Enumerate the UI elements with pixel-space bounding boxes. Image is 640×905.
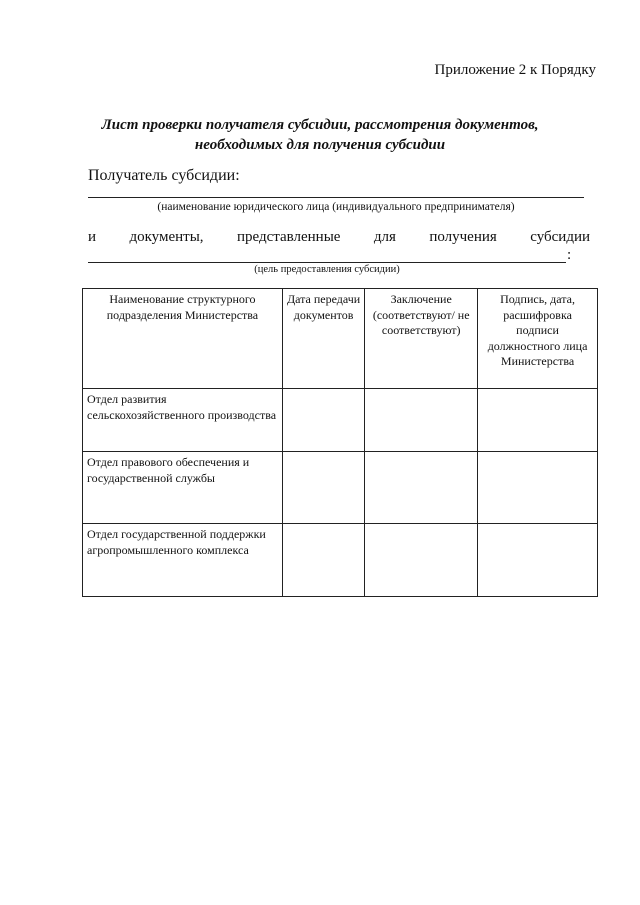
- purpose-colon: :: [567, 247, 572, 263]
- header-signature: Подпись, дата, расшифровка подписи должностного лица Министерства: [478, 289, 598, 389]
- recipient-name-line: [88, 197, 584, 198]
- table-row: [83, 452, 598, 524]
- signature-cell: [478, 389, 598, 452]
- department-cell: Отдел государственной поддержки агропромышленного комплекса: [83, 524, 283, 597]
- conclusion-cell: [365, 389, 478, 452]
- entity-name-caption: (наименование юридического лица (индивидуального предпринимателя): [157, 201, 515, 213]
- department-cell: Отдел развития сельскохозяйственного производства: [83, 389, 283, 452]
- date-cell: [282, 389, 364, 452]
- table-row: [83, 524, 598, 597]
- date-cell: [282, 524, 364, 597]
- header-date: Дата передачи документов: [282, 289, 364, 389]
- title-line-1: Лист проверки получателя субсидии, рассмотрения документов,: [101, 117, 539, 133]
- purpose-caption: (цель предоставления субсидии): [254, 264, 400, 275]
- documents-word-5: получения: [429, 229, 497, 245]
- table-header-row: [83, 289, 598, 389]
- signature-cell: [478, 524, 598, 597]
- verification-table: [82, 288, 598, 597]
- title-line-2: необходимых для получения субсидии: [194, 137, 446, 153]
- documents-word-6: субсидии: [530, 229, 590, 245]
- recipient-label: Получатель субсидии:: [88, 167, 240, 184]
- purpose-line: [88, 262, 566, 263]
- documents-word-3: представленные: [236, 229, 341, 245]
- header-conclusion: Заключение (соответствуют/ не соответствуют): [365, 289, 478, 389]
- conclusion-cell: [365, 524, 478, 597]
- header-department: Наименование структурного подразделения Министерства: [83, 289, 283, 389]
- conclusion-cell: [365, 452, 478, 524]
- department-cell: Отдел правового обеспечения и государственной службы: [83, 452, 283, 524]
- signature-cell: [478, 452, 598, 524]
- documents-statement: [88, 229, 590, 246]
- appendix-reference: Приложение 2 к Порядку: [434, 62, 596, 78]
- documents-word-1: и: [88, 229, 97, 245]
- documents-word-2: документы,: [129, 229, 204, 245]
- date-cell: [282, 452, 364, 524]
- table-row: [83, 389, 598, 452]
- documents-word-4: для: [373, 229, 396, 245]
- document-title: [0, 115, 640, 155]
